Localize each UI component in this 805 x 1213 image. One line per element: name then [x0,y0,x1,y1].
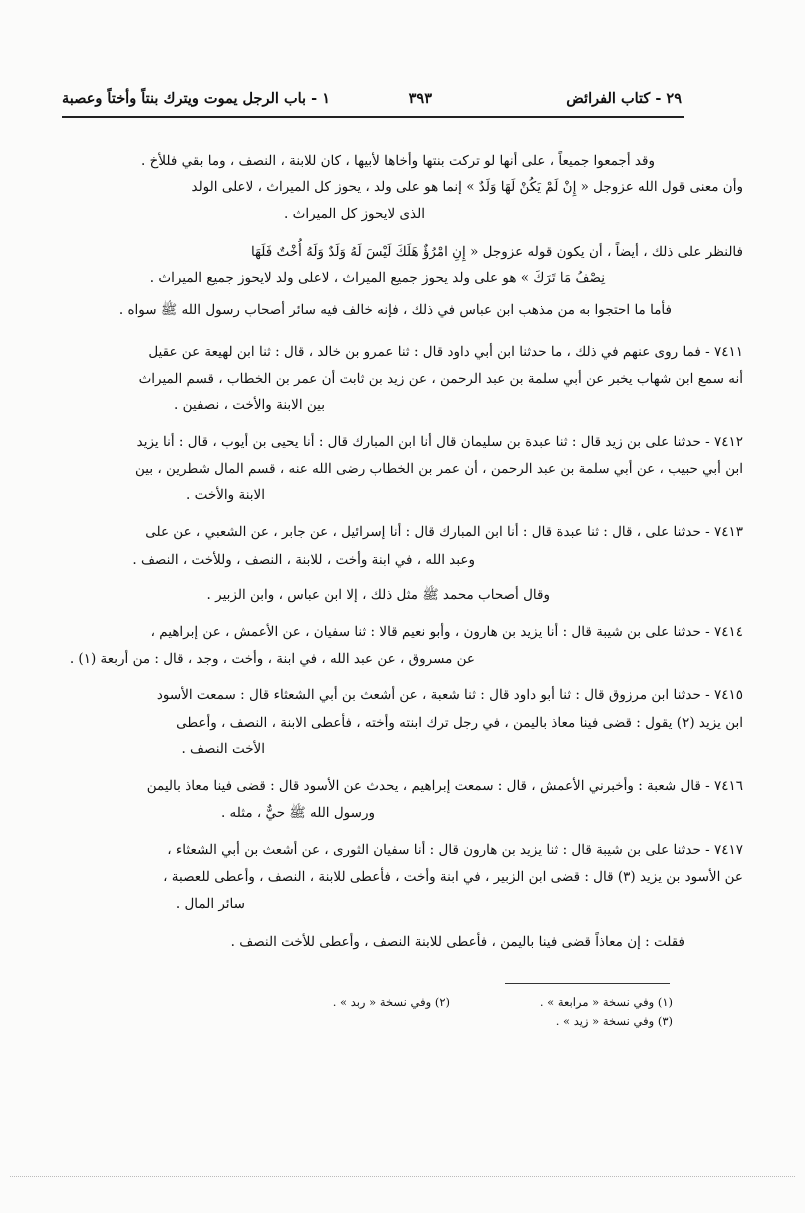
text-line: بين الابنة والأخت ، نصفين . [174,397,325,413]
text-line: ابن يزيد (٢) يقول : قضى فينا معاذ باليمن ، في رجل ترك ابنته وأخته ، فأعطى الابنة ، النصف ، وأعطى [176,715,743,731]
scan-edge [10,1176,795,1177]
footnote-3: (٣) وفي نسخة « زيد » . [555,1014,673,1028]
text-line: الأخت النصف . [181,741,265,757]
hadith-7413: ٧٤١٣ - حدثنا على ، قال : ثنا عبدة قال : أنا ابن المبارك قال : أنا إسرائيل ، عن جابر ، عن الشعبي ، عن على [145,524,743,540]
header-rule [62,116,684,118]
text-line: عن مسروق ، عن عبد الله ، في ابنة ، وأخت ، وجد ، قال : من أربعة (١) . [69,651,475,667]
running-header [62,86,682,112]
text-line: أنه سمع ابن شهاب يخبر عن أبي سلمة بن عبد الرحمن ، عن زيد بن ثابت أن عمر بن الخطاب ، قسم الميراث [138,371,743,387]
text-line: الابنة والأخت . [186,487,265,503]
text-line: فأما ما احتجوا به من مذهب ابن عباس في ذلك ، فإنه خالف فيه سائر أصحاب رسول الله ﷺ سواه . [118,302,672,318]
text-line: وعبد الله ، في ابنة وأخت ، للابنة ، النصف ، وللأخت ، النصف . [132,552,475,568]
hadith-7416: ٧٤١٦ - قال شعبة : وأخبرني الأعمش ، قال : سمعت إبراهيم ، يحدث عن الأسود قال : قضى فينا معاذ باليمن [146,778,743,794]
text-line: وقال أصحاب محمد ﷺ مثل ذلك ، إلا ابن عباس ، وابن الزبير . [206,587,550,603]
text-line: فقلت : إن معاذاً قضى فينا باليمن ، فأعطى للابنة النصف ، وأعطى للأخت النصف . [230,934,685,950]
section-title: ١ - باب الرجل يموت ويترك بنتاً وأختاً وعصبة [62,90,330,107]
text-line: نِصْفُ مَا تَرَكَ » هو على ولد يحوز جميع الميراث ، لاعلى ولد لايحوز جميع الميراث . [149,270,605,286]
footnote-2: (٢) وفي نسخة « ربد » . [332,995,450,1009]
text-line: الذى لايحوز كل الميراث . [284,206,425,222]
text-line: ورسول الله ﷺ حيٌّ ، مثله . [220,805,375,821]
hadith-7417: ٧٤١٧ - حدثنا على بن شيبة قال : ثنا يزيد بن هارون قال : أنا سفيان الثورى ، عن أشعث بن أبي الشعثاء ، [167,842,743,858]
hadith-7412: ٧٤١٢ - حدثنا على بن زيد قال : ثنا عبدة بن سليمان قال أنا ابن المبارك قال : أنا يحيى بن أيوب ، قال : أنا يزيد [136,434,743,450]
text-line: وقد أجمعوا جميعاً ، على أنها لو تركت بنتها وأخاها لأبيها ، كان للابنة ، النصف ، وما بقي فللأخ . [141,153,655,169]
page-number: ٣٩٣ [408,90,432,107]
footnote-rule [505,983,670,984]
text-line: فالنظر على ذلك ، أيضاً ، أن يكون قوله عزوجل « إِنِ امْرُؤٌ هَلَكَ لَيْسَ لَهُ وَلَدٌ وَلَهُ أُخْتٌ فَلَهَا [250,244,743,260]
footnote-1: (١) وفي نسخة « مرابعة » . [539,995,673,1009]
text-line: وأن معنى قول الله عزوجل « إِنْ لَمْ يَكُنْ لَهَا وَلَدٌ » إنما هو على ولد ، يحوز كل الميراث ، لاعلى الولد [191,179,743,195]
text-line: عن الأسود بن يزيد (٣) قال : قضى ابن الزبير ، في ابنة وأخت ، فأعطى للابنة ، النصف ، وأعطى للعصبة ، [163,869,743,885]
hadith-7415: ٧٤١٥ - حدثنا ابن مرزوق قال : ثنا أبو داود قال : ثنا شعبة ، عن أشعث بن أبي الشعثاء قال : سمعت الأسود [156,687,743,703]
text-line: سائر المال . [175,896,245,912]
chapter-title: ٢٩ - كتاب الفرائض [566,90,682,107]
hadith-7414: ٧٤١٤ - حدثنا على بن شيبة قال : أنا يزيد بن هارون ، وأبو نعيم قالا : ثنا سفيان ، عن الأعمش ، عن إبراهيم ، [150,624,743,640]
text-line: ابن أبي حبيب ، عن أبي سلمة بن عبد الرحمن ، أن عمر بن الخطاب رضى الله عنه ، قسم المال شطرين ، بين [134,461,743,477]
hadith-7411: ٧٤١١ - فما روى عنهم في ذلك ، ما حدثنا ابن أبي داود قال : ثنا عمرو بن خالد ، قال : ثنا ابن لهيعة عن عقيل [148,344,743,360]
